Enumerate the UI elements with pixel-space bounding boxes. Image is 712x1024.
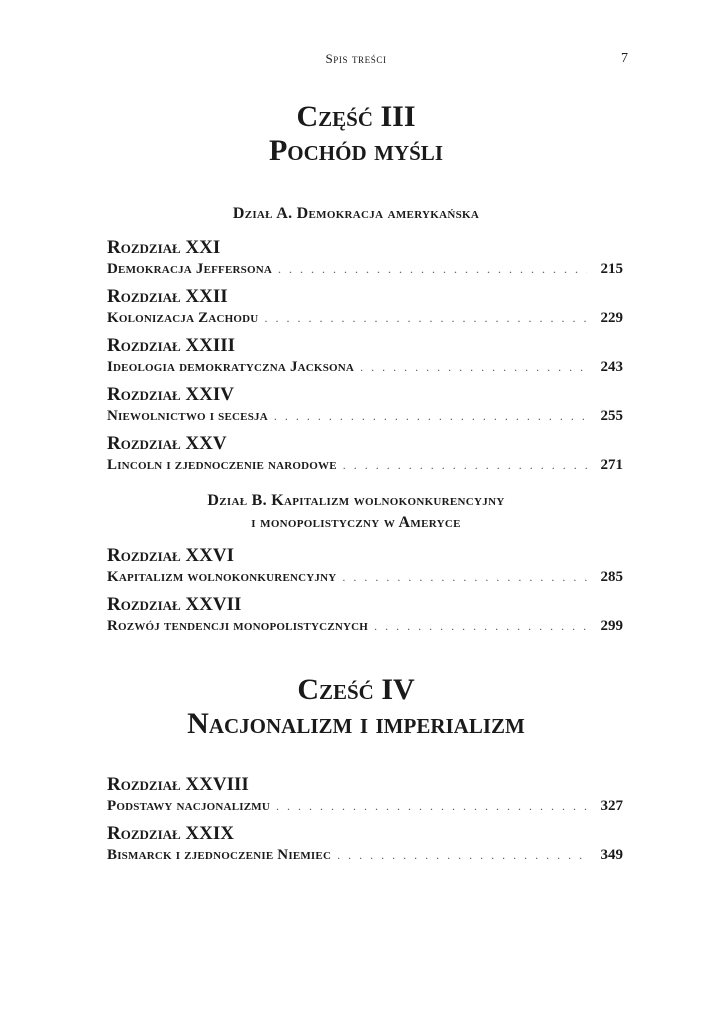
chapter-page: 327 [600, 798, 623, 814]
chapter-page: 255 [600, 408, 623, 424]
dot-leader [342, 567, 587, 587]
part-iii-title: Pochód myśli [268, 134, 443, 167]
chapter-number: Rozdział XXIX [107, 823, 234, 844]
chapter-page: 285 [600, 569, 623, 585]
toc-row [107, 308, 623, 328]
chapter-page: 215 [600, 261, 623, 277]
chapter-title: Lincoln i zjednoczenie narodowe [107, 457, 337, 473]
toc-entry[interactable] [107, 774, 623, 816]
section-b-line1: Dział B. Kapitalizm wolnokonkurencyjny [207, 492, 505, 509]
chapter-number: Rozdział XXII [107, 286, 228, 307]
toc-row [107, 567, 623, 587]
toc-entry[interactable] [107, 237, 623, 279]
toc-row [107, 357, 623, 377]
toc-entry[interactable] [107, 433, 623, 475]
chapter-number: Rozdział XXVI [107, 545, 234, 566]
toc-row [107, 845, 623, 865]
chapter-number: Rozdział XXVII [107, 594, 242, 615]
toc-row [107, 616, 623, 636]
toc-entry[interactable] [107, 594, 623, 636]
dot-leader [374, 616, 587, 636]
part-iv-heading [0, 673, 712, 741]
chapter-number: Rozdział XXVIII [107, 774, 249, 795]
chapter-title: Niewolnictwo i secesja [107, 408, 268, 424]
chapter-number: Rozdział XXIII [107, 335, 236, 356]
toc-entry[interactable] [107, 335, 623, 377]
toc-row [107, 455, 623, 475]
section-b-heading [0, 490, 712, 534]
chapter-title: Ideologia demokratyczna Jacksona [107, 359, 355, 375]
chapter-page: 229 [600, 310, 623, 326]
part-iii-number: Część III [296, 100, 416, 133]
chapter-title: Kapitalizm wolnokonkurencyjny [107, 569, 337, 585]
toc-row [107, 259, 623, 279]
dot-leader [264, 308, 587, 328]
toc-entry[interactable] [107, 545, 623, 587]
dot-leader [360, 357, 587, 377]
dot-leader [337, 845, 587, 865]
running-header [0, 51, 712, 69]
section-b-line2: i monopolistyczny w Ameryce [251, 514, 461, 531]
toc-entry[interactable] [107, 384, 623, 426]
chapter-number: Rozdział XXV [107, 433, 227, 454]
chapter-page: 349 [600, 847, 623, 863]
toc-entry[interactable] [107, 286, 623, 328]
chapter-title: Podstawy nacjonalizmu [107, 798, 270, 814]
chapter-title: Kolonizacja Zachodu [107, 310, 259, 326]
part-iii-heading [0, 100, 712, 168]
chapter-page: 271 [600, 457, 623, 473]
chapter-number: Rozdział XXIV [107, 384, 234, 405]
chapter-page: 299 [600, 618, 623, 634]
dot-leader [276, 796, 587, 816]
toc-row [107, 406, 623, 426]
section-a-heading: Dział A. Demokracja amerykańska [232, 205, 480, 222]
dot-leader [274, 406, 587, 426]
chapter-title: Bismarck i zjednoczenie Niemiec [107, 847, 332, 863]
toc-row [107, 796, 623, 816]
page-number: 7 [621, 51, 628, 66]
toc-entry[interactable] [107, 823, 623, 865]
chapter-page: 243 [600, 359, 623, 375]
dot-leader [278, 259, 587, 279]
chapter-number: Rozdział XXI [107, 237, 221, 258]
chapter-title: Rozwój tendencji monopolistycznych [107, 618, 369, 634]
chapter-title: Demokracja Jeffersona [107, 261, 273, 277]
running-title: Spis treści [325, 51, 387, 66]
part-iv-number: Cześć IV [297, 673, 415, 706]
dot-leader [343, 455, 587, 475]
part-iv-title: Nacjonalizm i imperializm [187, 707, 525, 740]
